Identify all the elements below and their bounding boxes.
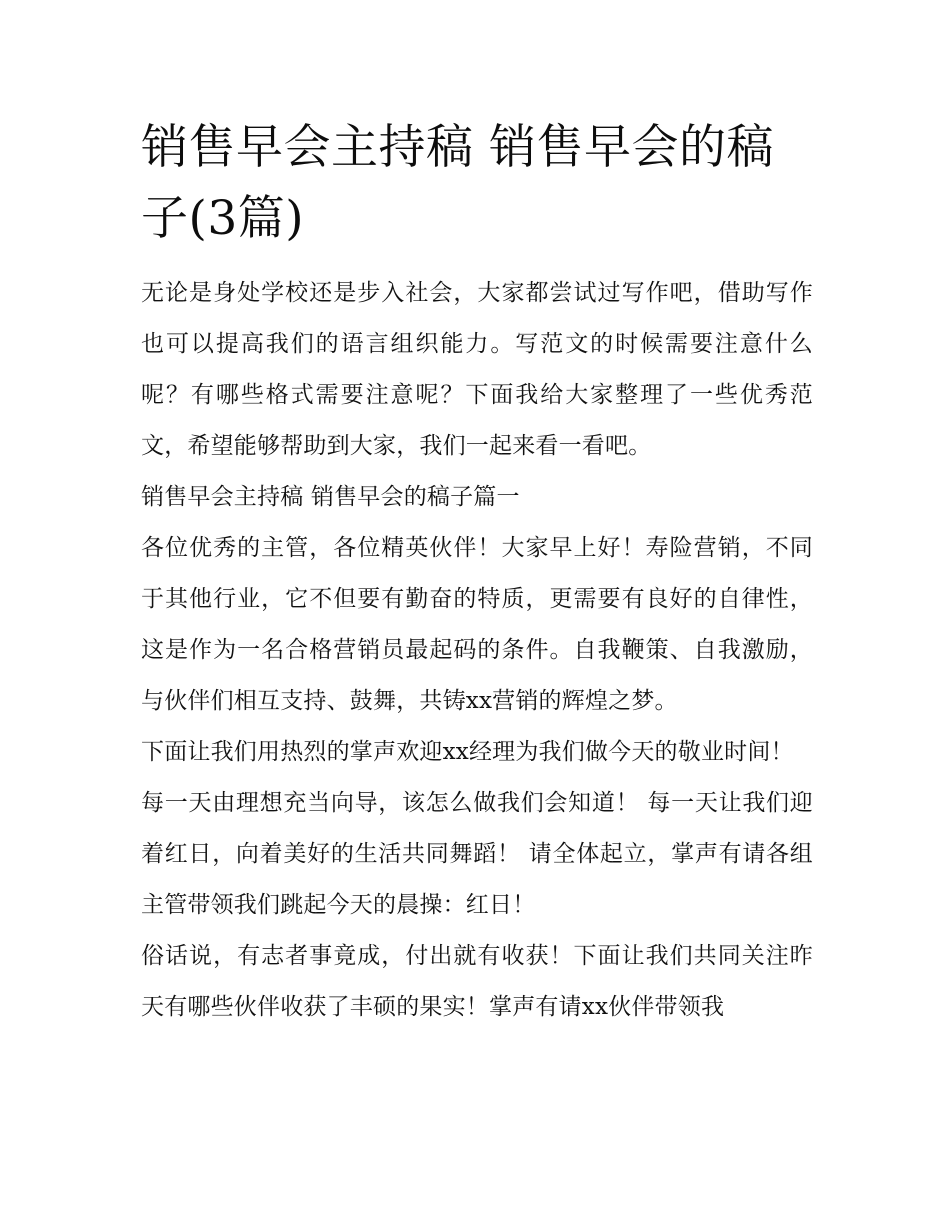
section-heading-part-one: 销售早会主持稿 销售早会的稿子篇一 <box>141 484 520 510</box>
document-body <box>141 112 813 1033</box>
paragraph-welcome-manager: 下面让我们用热烈的掌声欢迎xx经理为我们做今天的敬业时间！ <box>141 739 794 765</box>
paragraph-greeting: 各位优秀的主管，各位精英伙伴！大家早上好！寿险营销，不同于其他行业，它不但要有勤奋的特质，更需要有良好的自律性，这是作为一名合格营销员最起码的条件。自我鞭策、自我激励，与伙伴们相互支持、鼓舞，共铸xx营销的辉煌之梦。 <box>141 535 813 714</box>
paragraph-morning-exercise: 每一天由理想充当向导，该怎么做我们会知道！ 每一天让我们迎着红日，向着美好的生活共同舞蹈！ 请全体起立，掌声有请各组主管带领我们跳起今天的晨操：红日！ <box>141 790 813 918</box>
document-title: 销售早会主持稿 销售早会的稿子(3篇) <box>141 120 774 246</box>
paragraph-achievements: 俗话说，有志者事竟成，付出就有收获！下面让我们共同关注昨天有哪些伙伴收获了丰硕的果实！掌声有请xx伙伴带领我 <box>141 943 813 1020</box>
paragraph-intro: 无论是身处学校还是步入社会，大家都尝试过写作吧，借助写作也可以提高我们的语言组织能力。写范文的时候需要注意什么呢？有哪些格式需要注意呢？下面我给大家整理了一些优秀范文，希望能够帮助到大家，我们一起来看一看吧。 <box>141 280 813 459</box>
